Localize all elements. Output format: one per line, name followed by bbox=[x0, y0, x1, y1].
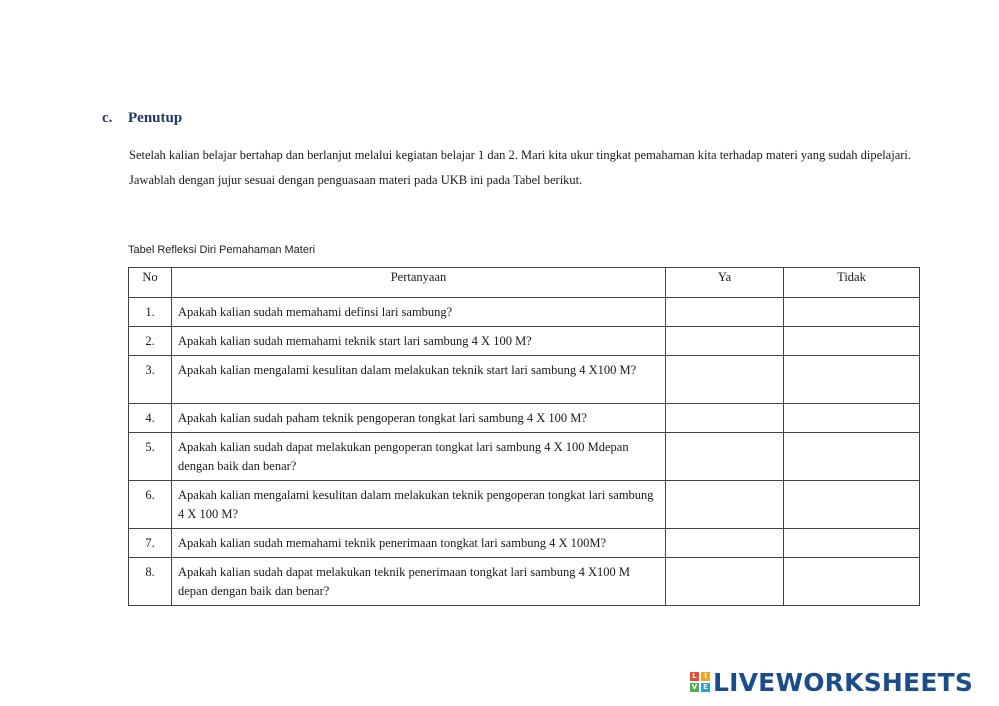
section-letter: c. bbox=[102, 110, 113, 126]
table-row bbox=[129, 404, 920, 433]
answer-yes-cell[interactable] bbox=[666, 356, 784, 404]
table-row bbox=[129, 481, 920, 529]
row-question: Apakah kalian sudah memahami definsi lari sambung? bbox=[172, 298, 666, 327]
row-question: Apakah kalian sudah memahami teknik penerimaan tongkat lari sambung 4 X 100M? bbox=[172, 529, 666, 558]
answer-no-cell[interactable] bbox=[784, 529, 920, 558]
answer-no-cell[interactable] bbox=[784, 327, 920, 356]
row-number: 7. bbox=[129, 529, 172, 558]
answer-no-cell[interactable] bbox=[784, 356, 920, 404]
answer-yes-cell[interactable] bbox=[666, 433, 784, 481]
answer-yes-cell[interactable] bbox=[666, 298, 784, 327]
row-number: 8. bbox=[129, 558, 172, 606]
section-heading bbox=[102, 110, 182, 127]
answer-no-cell[interactable] bbox=[784, 404, 920, 433]
row-question: Apakah kalian mengalami kesulitan dalam melakukan teknik pengoperan tongkat lari sambung 4 X 100 M? bbox=[172, 481, 666, 529]
answer-no-cell[interactable] bbox=[784, 433, 920, 481]
logo-wordmark: LIVEWORKSHEETS bbox=[713, 667, 974, 697]
row-question: Apakah kalian sudah paham teknik pengoperan tongkat lari sambung 4 X 100 M? bbox=[172, 404, 666, 433]
answer-no-cell[interactable] bbox=[784, 298, 920, 327]
section-title: Penutup bbox=[128, 110, 183, 126]
row-question: Apakah kalian mengalami kesulitan dalam melakukan teknik start lari sambung 4 X100 M? bbox=[172, 356, 666, 404]
row-number: 4. bbox=[129, 404, 172, 433]
header-yes: Ya bbox=[666, 268, 784, 298]
table-row bbox=[129, 529, 920, 558]
liveworksheets-logo bbox=[690, 667, 973, 697]
row-question: Apakah kalian sudah dapat melakukan teknik penerimaan tongkat lari sambung 4 X100 M depan dengan baik dan benar? bbox=[172, 558, 666, 606]
row-number: 1. bbox=[129, 298, 172, 327]
row-number: 5. bbox=[129, 433, 172, 481]
answer-no-cell[interactable] bbox=[784, 558, 920, 606]
intro-paragraph: Setelah kalian belajar bertahap dan berlanjut melalui kegiatan belajar 1 dan 2. Mari kita ukur tingkat pemahaman kita terhadap materi yang sudah dipelajari. Jawablah dengan jujur sesuai dengan penguasaan materi pada UKB ini pada Tabel berikut. bbox=[129, 148, 911, 187]
answer-no-cell[interactable] bbox=[784, 481, 920, 529]
answer-yes-cell[interactable] bbox=[666, 481, 784, 529]
row-number: 2. bbox=[129, 327, 172, 356]
table-row bbox=[129, 327, 920, 356]
logo-block: I bbox=[701, 672, 710, 681]
header-no-answer: Tidak bbox=[784, 268, 920, 298]
table-row bbox=[129, 433, 920, 481]
logo-block: L bbox=[690, 672, 699, 681]
row-question: Apakah kalian sudah memahami teknik start lari sambung 4 X 100 M? bbox=[172, 327, 666, 356]
answer-yes-cell[interactable] bbox=[666, 529, 784, 558]
reflection-table bbox=[128, 267, 920, 606]
table-row bbox=[129, 356, 920, 404]
table-row bbox=[129, 298, 920, 327]
logo-block: E bbox=[701, 683, 710, 692]
answer-yes-cell[interactable] bbox=[666, 327, 784, 356]
logo-blocks-icon bbox=[690, 672, 710, 692]
logo-block: V bbox=[691, 683, 698, 691]
answer-yes-cell[interactable] bbox=[666, 558, 784, 606]
row-question: Apakah kalian sudah dapat melakukan pengoperan tongkat lari sambung 4 X 100 Mdepan dengan baik dan benar? bbox=[172, 433, 666, 481]
table-header-row bbox=[129, 268, 920, 298]
row-number: 6. bbox=[129, 481, 172, 529]
row-number: 3. bbox=[129, 356, 172, 404]
table-caption: Tabel Refleksi Diri Pemahaman Materi bbox=[128, 244, 316, 256]
answer-yes-cell[interactable] bbox=[666, 404, 784, 433]
header-question: Pertanyaan bbox=[172, 268, 666, 298]
table-row bbox=[129, 558, 920, 606]
header-no: No bbox=[129, 268, 172, 298]
